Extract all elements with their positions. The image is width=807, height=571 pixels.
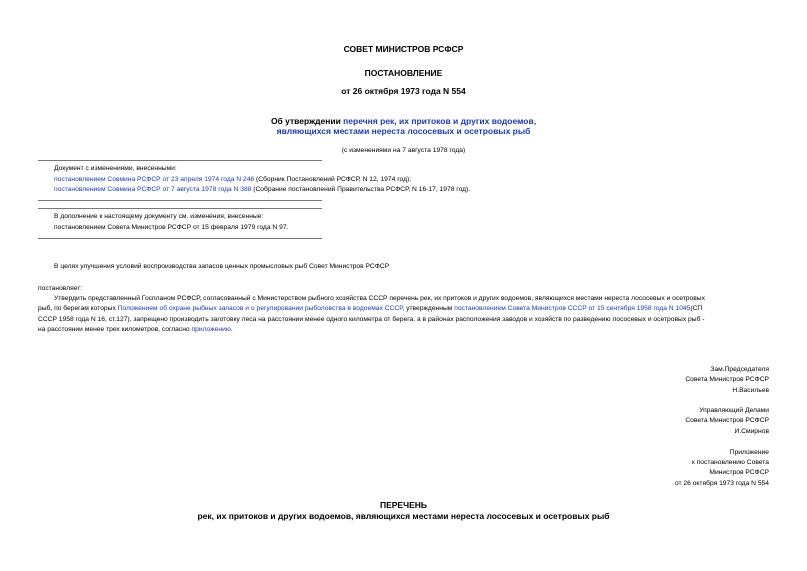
title-link-line1[interactable]: перечня рек, их притоков и других водоемов, — [343, 116, 537, 126]
addition-item: постановлением Совета Министров РСФСР от 15 февраля 1979 года N 97. — [54, 224, 289, 231]
list-heading: ПЕРЕЧЕНЬ — [379, 500, 427, 510]
signature-2-org: Совета Министров РСФСР — [685, 417, 769, 424]
appendix-link[interactable]: приложению — [191, 326, 231, 333]
document-type: ПОСТАНОВЛЕНИЕ — [364, 68, 443, 78]
ussr-decree-link[interactable]: постановлением Совета Министров СССР от 15 сентября 1958 года N 1045 — [454, 305, 691, 312]
title-link-line2[interactable]: являющихся местами нереста лососевых и осетровых рыб — [276, 126, 531, 136]
signature-2-name: И.Смирнов — [734, 428, 769, 435]
resolution-text: . — [230, 326, 233, 333]
resolution-line-4 — [38, 326, 233, 333]
changes-item-2-source: (Собрание постановлений Правительства РСФСР, N 16-17, 1978 год). — [251, 186, 471, 193]
resolution-text: рыб, по берегам которых — [38, 305, 118, 312]
changes-heading: Документ с изменениями, внесенными: — [54, 165, 177, 172]
resolution-text: , утвержденным — [402, 305, 455, 312]
addition-heading: В дополнение к настоящему документу см. изменения, внесенные: — [54, 213, 264, 220]
changes-item-1 — [54, 176, 411, 183]
appendix-ref-line3: Министров РСФСР — [709, 469, 769, 476]
signature-1-org: Совета Министров РСФСР — [685, 376, 769, 383]
issuer-heading: СОВЕТ МИНИСТРОВ РСФСР — [343, 44, 464, 54]
resolution-text: (СП — [690, 305, 703, 312]
document-date-number: от 26 октября 1973 года N 554 — [341, 86, 466, 96]
appendix-ref-line4: от 26 октября 1973 года N 554 — [674, 480, 769, 487]
changes-item-2 — [54, 186, 470, 193]
fishery-regulation-link[interactable]: Положением об охране рыбных запасов и о регулировании рыболовства в водоемах СССР — [117, 305, 403, 312]
signature-1-name: Н.Васильев — [732, 387, 769, 394]
resolution-line-3: СССР 1958 года N 16, ст.127), запрещено производить заготовку леса на расстоянии менее одного километра от берега, а в районах расположения заводов и хозяйств по разведению лососевых и осетровых рыб - — [38, 316, 705, 323]
appendix-ref-line2: к постановлению Совета — [691, 459, 769, 466]
title-prefix: Об утверждении — [270, 116, 344, 126]
resolution-text: на расстоянии менее трех километров, согласно — [38, 326, 192, 333]
changes-item-2-link[interactable]: постановлением Совмина РСФСР от 7 августа 1978 года N 388 — [54, 186, 252, 193]
resolution-line-1: Утвердить представленный Госпланом РСФСР, согласованный с Министерством рыбного хозяйства СССР перечень рек, их притоков и других водоемов, являющихся местами нереста лососевых и осетровых — [54, 295, 705, 302]
divider — [38, 238, 322, 239]
list-subheading: рек, их притоков и других водоемов, являющихся местами нереста лососевых и осетровых рыб — [197, 511, 610, 521]
changes-item-1-source: (Сборник Постановлений РСФСР, N 12, 1974 год); — [254, 176, 412, 183]
amended-note: (с изменениями на 7 августа 1978 года) — [341, 147, 466, 154]
signature-1-title: Зам.Председателя — [710, 366, 769, 373]
signature-2-title: Управляющий Делами — [699, 407, 769, 414]
divider — [38, 208, 322, 209]
intro-paragraph: В целях улучшения условий воспроизводства запасов ценных промысловых рыб Совет Министров РСФСР — [54, 263, 390, 270]
resolves-word: постановляет: — [38, 285, 83, 292]
resolution-line-2 — [38, 305, 807, 312]
divider — [38, 160, 322, 161]
appendix-label: Приложение — [729, 449, 769, 456]
divider — [38, 200, 322, 201]
changes-item-1-link[interactable]: постановлением Совмина РСФСР от 23 апреля 1974 года N 246 — [54, 176, 255, 183]
document-title — [0, 116, 807, 126]
